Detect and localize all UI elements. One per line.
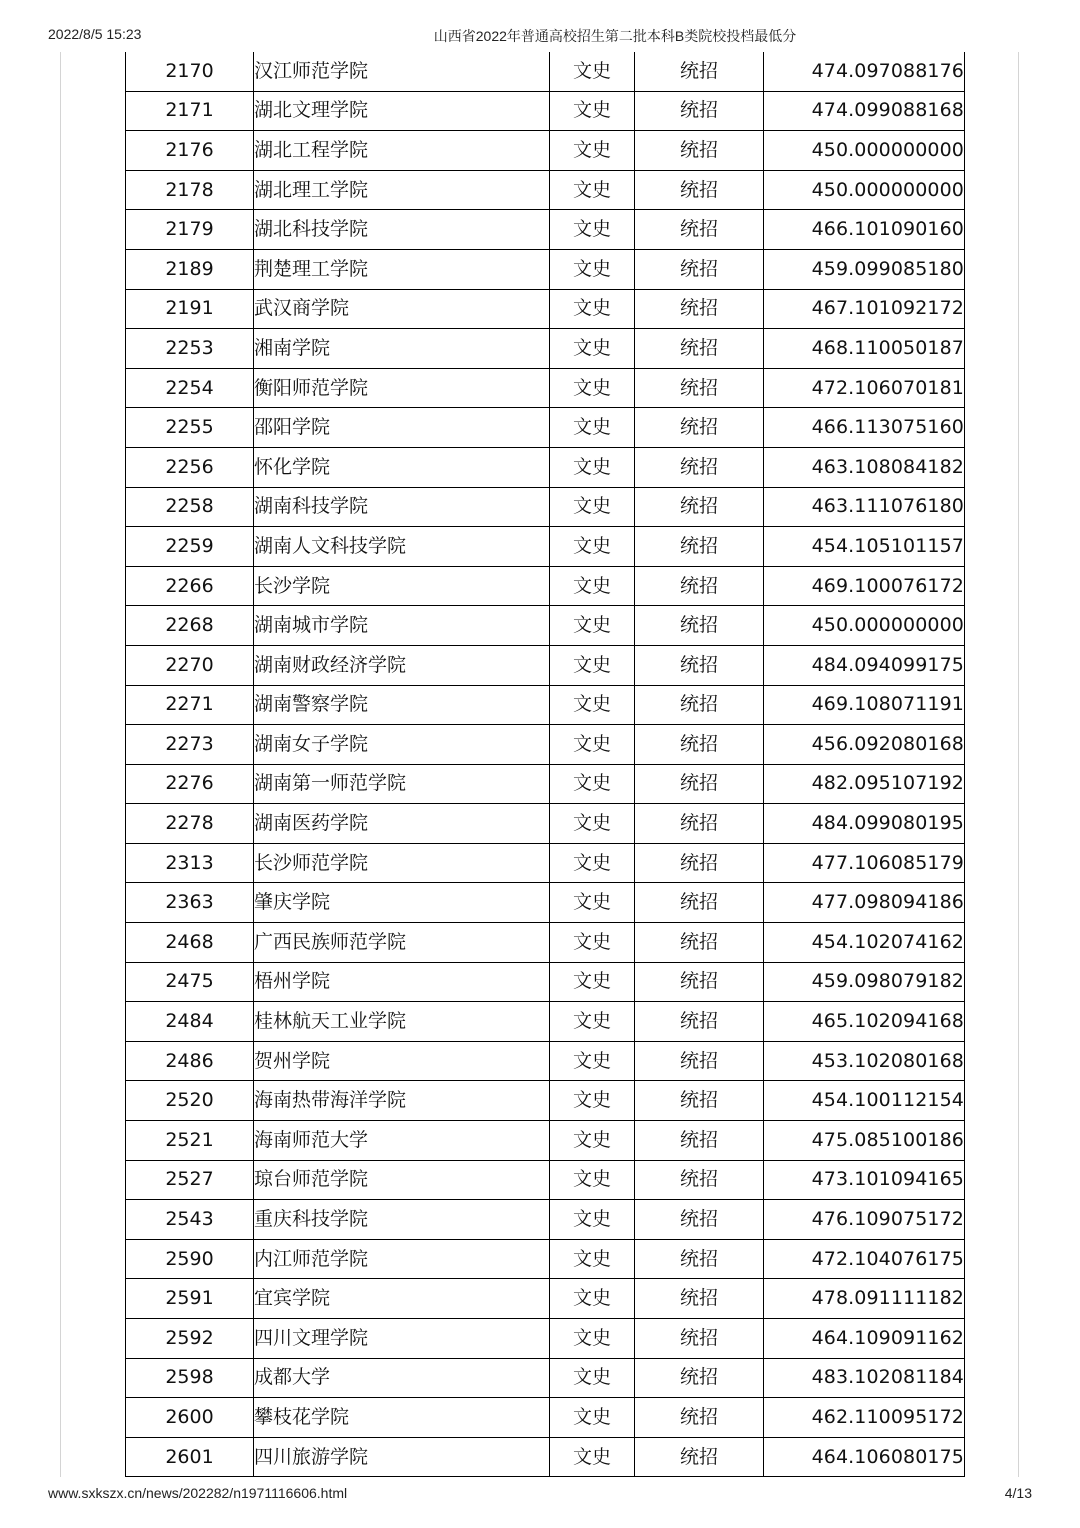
min-score-cell: 464.106080175: [764, 1437, 965, 1477]
table-row: [126, 52, 965, 91]
school-name-cell: 四川旅游学院: [254, 1437, 550, 1477]
min-score-cell: 463.111076180: [764, 487, 965, 527]
page-url[interactable]: www.sxkszx.cn/news/202282/n1971116606.html: [48, 1485, 348, 1501]
table-row: [126, 883, 965, 923]
school-name-cell: 湖北理工学院: [254, 170, 550, 210]
min-score-cell: 469.108071191: [764, 685, 965, 725]
school-name-cell: 四川文理学院: [254, 1319, 550, 1359]
min-score-cell: 465.102094168: [764, 1002, 965, 1042]
school-code-cell: 2475: [126, 962, 254, 1002]
school-name-cell: 怀化学院: [254, 447, 550, 487]
school-code-cell: 2256: [126, 447, 254, 487]
table-row: [126, 249, 965, 289]
table-row: [126, 1437, 965, 1477]
subject-cell: 文史: [550, 1279, 635, 1319]
table-row: [126, 962, 965, 1002]
school-code-cell: 2176: [126, 131, 254, 171]
table-row: [126, 725, 965, 765]
min-score-cell: 474.099088168: [764, 91, 965, 131]
school-code-cell: 2591: [126, 1279, 254, 1319]
school-name-cell: 宜宾学院: [254, 1279, 550, 1319]
school-name-cell: 衡阳师范学院: [254, 368, 550, 408]
print-datetime: 2022/8/5 15:23: [48, 26, 142, 42]
school-code-cell: 2191: [126, 289, 254, 329]
min-score-cell: 453.102080168: [764, 1041, 965, 1081]
min-score-cell: 456.092080168: [764, 725, 965, 765]
admission-type-cell: 统招: [635, 1160, 764, 1200]
table-row: [126, 645, 965, 685]
school-code-cell: 2258: [126, 487, 254, 527]
subject-cell: 文史: [550, 764, 635, 804]
school-code-cell: 2598: [126, 1358, 254, 1398]
table-row: [126, 1239, 965, 1279]
school-name-cell: 梧州学院: [254, 962, 550, 1002]
admission-type-cell: 统招: [635, 1398, 764, 1438]
school-name-cell: 琼台师范学院: [254, 1160, 550, 1200]
subject-cell: 文史: [550, 52, 635, 91]
admission-type-cell: 统招: [635, 1279, 764, 1319]
min-score-cell: 476.109075172: [764, 1200, 965, 1240]
admission-type-cell: 统招: [635, 804, 764, 844]
subject-cell: 文史: [550, 408, 635, 448]
school-code-cell: 2278: [126, 804, 254, 844]
table-row: [126, 1398, 965, 1438]
min-score-cell: 469.100076172: [764, 566, 965, 606]
min-score-cell: 484.099080195: [764, 804, 965, 844]
admission-type-cell: 统招: [635, 487, 764, 527]
subject-cell: 文史: [550, 170, 635, 210]
school-code-cell: 2521: [126, 1121, 254, 1161]
school-code-cell: 2486: [126, 1041, 254, 1081]
table-row: [126, 1160, 965, 1200]
subject-cell: 文史: [550, 1200, 635, 1240]
admission-type-cell: 统招: [635, 210, 764, 250]
table-row: [126, 368, 965, 408]
admission-type-cell: 统招: [635, 843, 764, 883]
admission-type-cell: 统招: [635, 685, 764, 725]
school-code-cell: 2273: [126, 725, 254, 765]
school-name-cell: 海南热带海洋学院: [254, 1081, 550, 1121]
admission-type-cell: 统招: [635, 289, 764, 329]
subject-cell: 文史: [550, 606, 635, 646]
subject-cell: 文史: [550, 1160, 635, 1200]
min-score-cell: 475.085100186: [764, 1121, 965, 1161]
subject-cell: 文史: [550, 725, 635, 765]
admission-type-cell: 统招: [635, 923, 764, 963]
min-score-cell: 450.000000000: [764, 131, 965, 171]
school-name-cell: 湖南警察学院: [254, 685, 550, 725]
admission-type-cell: 统招: [635, 131, 764, 171]
subject-cell: 文史: [550, 1002, 635, 1042]
min-score-cell: 454.105101157: [764, 527, 965, 567]
min-score-cell: 466.101090160: [764, 210, 965, 250]
school-name-cell: 长沙学院: [254, 566, 550, 606]
school-code-cell: 2363: [126, 883, 254, 923]
subject-cell: 文史: [550, 883, 635, 923]
table-row: [126, 1002, 965, 1042]
table-row: [126, 447, 965, 487]
admission-type-cell: 统招: [635, 1319, 764, 1359]
admission-type-cell: 统招: [635, 91, 764, 131]
school-name-cell: 湖北工程学院: [254, 131, 550, 171]
admission-type-cell: 统招: [635, 1437, 764, 1477]
table-row: [126, 210, 965, 250]
min-score-cell: 464.109091162: [764, 1319, 965, 1359]
subject-cell: 文史: [550, 645, 635, 685]
table-row: [126, 804, 965, 844]
school-name-cell: 湖北科技学院: [254, 210, 550, 250]
subject-cell: 文史: [550, 249, 635, 289]
admission-type-cell: 统招: [635, 527, 764, 567]
admission-type-cell: 统招: [635, 1200, 764, 1240]
school-code-cell: 2484: [126, 1002, 254, 1042]
admission-type-cell: 统招: [635, 249, 764, 289]
subject-cell: 文史: [550, 527, 635, 567]
school-code-cell: 2592: [126, 1319, 254, 1359]
school-code-cell: 2271: [126, 685, 254, 725]
admission-type-cell: 统招: [635, 1041, 764, 1081]
table-row: [126, 764, 965, 804]
school-name-cell: 桂林航天工业学院: [254, 1002, 550, 1042]
school-code-cell: 2266: [126, 566, 254, 606]
page-margin-line-left: [60, 52, 61, 1477]
min-score-cell: 462.110095172: [764, 1398, 965, 1438]
admission-type-cell: 统招: [635, 764, 764, 804]
school-code-cell: 2543: [126, 1200, 254, 1240]
school-code-cell: 2255: [126, 408, 254, 448]
min-score-cell: 483.102081184: [764, 1358, 965, 1398]
admission-type-cell: 统招: [635, 329, 764, 369]
admission-type-cell: 统招: [635, 1121, 764, 1161]
table-row: [126, 170, 965, 210]
table-row: [126, 131, 965, 171]
school-code-cell: 2600: [126, 1398, 254, 1438]
subject-cell: 文史: [550, 368, 635, 408]
min-score-cell: 459.099085180: [764, 249, 965, 289]
school-code-cell: 2313: [126, 843, 254, 883]
subject-cell: 文史: [550, 131, 635, 171]
school-name-cell: 湖南女子学院: [254, 725, 550, 765]
table-row: [126, 685, 965, 725]
school-name-cell: 长沙师范学院: [254, 843, 550, 883]
school-name-cell: 成都大学: [254, 1358, 550, 1398]
school-code-cell: 2270: [126, 645, 254, 685]
admission-type-cell: 统招: [635, 1358, 764, 1398]
subject-cell: 文史: [550, 447, 635, 487]
subject-cell: 文史: [550, 1437, 635, 1477]
school-name-cell: 湖北文理学院: [254, 91, 550, 131]
admission-type-cell: 统招: [635, 606, 764, 646]
school-name-cell: 重庆科技学院: [254, 1200, 550, 1240]
school-code-cell: 2520: [126, 1081, 254, 1121]
table-row: [126, 606, 965, 646]
admission-type-cell: 统招: [635, 566, 764, 606]
min-score-cell: 450.000000000: [764, 606, 965, 646]
school-code-cell: 2253: [126, 329, 254, 369]
page-number: 4/13: [1004, 1485, 1032, 1501]
admission-score-table: [125, 52, 965, 1477]
min-score-cell: 482.095107192: [764, 764, 965, 804]
school-code-cell: 2179: [126, 210, 254, 250]
min-score-cell: 477.106085179: [764, 843, 965, 883]
school-name-cell: 湘南学院: [254, 329, 550, 369]
admission-type-cell: 统招: [635, 170, 764, 210]
school-code-cell: 2268: [126, 606, 254, 646]
school-name-cell: 湖南科技学院: [254, 487, 550, 527]
table-row: [126, 289, 965, 329]
admission-type-cell: 统招: [635, 368, 764, 408]
school-name-cell: 肇庆学院: [254, 883, 550, 923]
admission-type-cell: 统招: [635, 52, 764, 91]
min-score-cell: 450.000000000: [764, 170, 965, 210]
school-code-cell: 2178: [126, 170, 254, 210]
table-body: [126, 52, 965, 1477]
admission-type-cell: 统招: [635, 962, 764, 1002]
subject-cell: 文史: [550, 487, 635, 527]
min-score-cell: 467.101092172: [764, 289, 965, 329]
min-score-cell: 463.108084182: [764, 447, 965, 487]
min-score-cell: 478.091111182: [764, 1279, 965, 1319]
table-row: [126, 1200, 965, 1240]
min-score-cell: 484.094099175: [764, 645, 965, 685]
subject-cell: 文史: [550, 289, 635, 329]
school-name-cell: 海南师范大学: [254, 1121, 550, 1161]
subject-cell: 文史: [550, 91, 635, 131]
table-row: [126, 566, 965, 606]
subject-cell: 文史: [550, 1319, 635, 1359]
table-row: [126, 1319, 965, 1359]
table-row: [126, 1081, 965, 1121]
subject-cell: 文史: [550, 1121, 635, 1161]
school-code-cell: 2189: [126, 249, 254, 289]
subject-cell: 文史: [550, 210, 635, 250]
page-margin-line-right: [1018, 52, 1019, 1477]
table-row: [126, 487, 965, 527]
min-score-cell: 477.098094186: [764, 883, 965, 923]
min-score-cell: 472.104076175: [764, 1239, 965, 1279]
subject-cell: 文史: [550, 843, 635, 883]
table-row: [126, 329, 965, 369]
min-score-cell: 466.113075160: [764, 408, 965, 448]
min-score-cell: 474.097088176: [764, 52, 965, 91]
school-code-cell: 2254: [126, 368, 254, 408]
school-code-cell: 2468: [126, 923, 254, 963]
school-name-cell: 汉江师范学院: [254, 52, 550, 91]
table-row: [126, 408, 965, 448]
school-name-cell: 内江师范学院: [254, 1239, 550, 1279]
school-code-cell: 2171: [126, 91, 254, 131]
admission-type-cell: 统招: [635, 725, 764, 765]
admission-type-cell: 统招: [635, 1002, 764, 1042]
subject-cell: 文史: [550, 566, 635, 606]
table-row: [126, 1279, 965, 1319]
school-name-cell: 邵阳学院: [254, 408, 550, 448]
page-title: 山西省2022年普通高校招生第二批本科B类院校投档最低分: [433, 28, 797, 44]
min-score-cell: 472.106070181: [764, 368, 965, 408]
school-name-cell: 攀枝花学院: [254, 1398, 550, 1438]
table-row: [126, 1041, 965, 1081]
school-code-cell: 2170: [126, 52, 254, 91]
subject-cell: 文史: [550, 1041, 635, 1081]
subject-cell: 文史: [550, 1081, 635, 1121]
table-row: [126, 923, 965, 963]
school-name-cell: 湖南第一师范学院: [254, 764, 550, 804]
min-score-cell: 454.100112154: [764, 1081, 965, 1121]
subject-cell: 文史: [550, 962, 635, 1002]
school-name-cell: 湖南城市学院: [254, 606, 550, 646]
subject-cell: 文史: [550, 1239, 635, 1279]
school-name-cell: 湖南医药学院: [254, 804, 550, 844]
subject-cell: 文史: [550, 1398, 635, 1438]
admission-type-cell: 统招: [635, 883, 764, 923]
table-row: [126, 527, 965, 567]
table-row: [126, 843, 965, 883]
admission-type-cell: 统招: [635, 408, 764, 448]
school-name-cell: 湖南人文科技学院: [254, 527, 550, 567]
school-name-cell: 武汉商学院: [254, 289, 550, 329]
subject-cell: 文史: [550, 329, 635, 369]
school-name-cell: 湖南财政经济学院: [254, 645, 550, 685]
subject-cell: 文史: [550, 1358, 635, 1398]
min-score-cell: 473.101094165: [764, 1160, 965, 1200]
school-code-cell: 2601: [126, 1437, 254, 1477]
admission-type-cell: 统招: [635, 1081, 764, 1121]
school-code-cell: 2527: [126, 1160, 254, 1200]
min-score-cell: 454.102074162: [764, 923, 965, 963]
subject-cell: 文史: [550, 804, 635, 844]
min-score-cell: 459.098079182: [764, 962, 965, 1002]
admission-type-cell: 统招: [635, 447, 764, 487]
school-code-cell: 2259: [126, 527, 254, 567]
school-name-cell: 荆楚理工学院: [254, 249, 550, 289]
table-row: [126, 1121, 965, 1161]
table-row: [126, 1358, 965, 1398]
admission-type-cell: 统招: [635, 645, 764, 685]
school-code-cell: 2276: [126, 764, 254, 804]
subject-cell: 文史: [550, 685, 635, 725]
school-code-cell: 2590: [126, 1239, 254, 1279]
min-score-cell: 468.110050187: [764, 329, 965, 369]
subject-cell: 文史: [550, 923, 635, 963]
school-name-cell: 广西民族师范学院: [254, 923, 550, 963]
school-name-cell: 贺州学院: [254, 1041, 550, 1081]
admission-type-cell: 统招: [635, 1239, 764, 1279]
table-row: [126, 91, 965, 131]
